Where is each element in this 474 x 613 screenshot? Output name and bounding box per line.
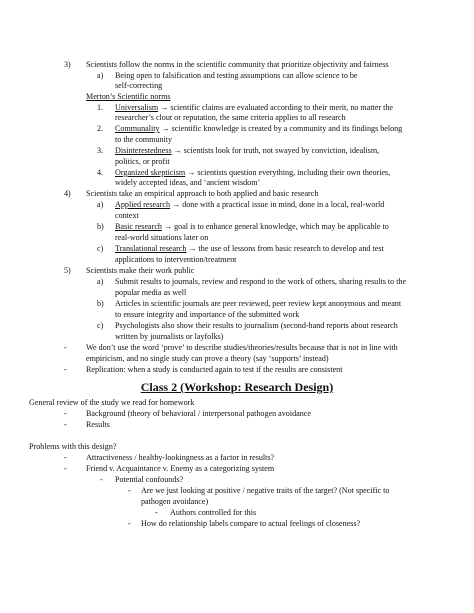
list-item-text: real-world situations later on xyxy=(115,233,209,242)
research-definition: → done with a practical issue in mind, done in a local, real-world xyxy=(170,200,385,209)
paragraph-text: Problems with this design? xyxy=(29,442,117,451)
list-item-text xyxy=(115,168,390,179)
bullet-dash: - xyxy=(155,508,158,517)
bullet-dash: - xyxy=(64,420,67,429)
list-number: 4) xyxy=(64,189,71,198)
norm-term: Organized skepticism xyxy=(115,168,186,177)
list-item-text: to ensure integrity and importance of the submitted work xyxy=(115,310,300,319)
list-item-text: Articles in scientific journals are peer reviewed, peer review kept anonymous and meant xyxy=(115,299,402,308)
list-item-text: researcher’s clout or reputation, the same criteria applies to all research xyxy=(115,113,346,122)
list-letter: a) xyxy=(97,200,104,209)
research-term: Applied research xyxy=(115,200,171,209)
list-letter: a) xyxy=(97,277,104,286)
list-item-text: Scientists make their work public xyxy=(86,266,195,275)
list-item-text: written by journalists or layfolks) xyxy=(115,332,224,341)
list-item-text xyxy=(115,200,384,211)
list-item-text xyxy=(115,244,384,255)
bullet-text: pathogen avoidance) xyxy=(141,497,209,506)
list-item-text xyxy=(115,222,389,233)
norm-term: Disinterestedness xyxy=(115,146,172,155)
list-item-text: Submit results to journals, review and respond to the work of others, sharing results to the xyxy=(115,277,407,286)
list-item-text: self-correcting xyxy=(115,81,163,90)
norm-definition: → scientific knowledge is created by a community and its findings belong xyxy=(159,124,403,133)
section-title xyxy=(0,380,474,394)
norm-definition: → scientists look for truth, not swayed by conviction, idealism, xyxy=(171,146,380,155)
bullet-text: Are we just looking at positive / negative traits of the target? (Not specific to xyxy=(141,486,390,495)
list-number: 2. xyxy=(97,124,104,133)
bullet-dash: - xyxy=(64,453,67,462)
list-item-text: Scientists take an empirical approach to both applied and basic research xyxy=(86,189,319,198)
bullet-dash: - xyxy=(128,486,131,495)
section-title-text: Class 2 (Workshop: Research Design) xyxy=(140,380,334,394)
research-definition: → the use of lessons from basic research to develop and test xyxy=(186,244,384,253)
norm-definition: → scientific claims are evaluated according to their merit, no matter the xyxy=(158,103,394,112)
bullet-dash: - xyxy=(100,475,103,484)
list-item-text: applications to intervention/treatment xyxy=(115,255,237,264)
list-number: 3. xyxy=(97,146,104,155)
list-letter: a) xyxy=(97,71,104,80)
bullet-text: Attractiveness / healthy-lookingness as a factor in results? xyxy=(86,453,275,462)
norm-term: Communality xyxy=(115,124,160,133)
list-item-text: widely accepted ideas, and ‘ancient wisdom’ xyxy=(115,178,261,187)
note-text: Replication: when a study is conducted again to test if the results are consistent xyxy=(86,365,343,374)
bullet-text: Results xyxy=(86,420,110,429)
paragraph-text: General review of the study we read for homework xyxy=(29,398,195,407)
bullet-dash: - xyxy=(128,519,131,528)
bullet-text: Background (theory of behavioral / interpersonal pathogen avoidance xyxy=(86,409,311,418)
bullet-dash: - xyxy=(64,343,67,352)
bullet-dash: - xyxy=(64,365,67,374)
list-item-text: popular media as well xyxy=(115,288,187,297)
research-term: Basic research xyxy=(115,222,162,231)
research-definition: → goal is to enhance general knowledge, which may be applicable to xyxy=(161,222,389,231)
list-item-text: Scientists follow the norms in the scientific community that prioritize objectivity and fairness xyxy=(86,60,389,69)
list-item-text: to the community xyxy=(115,135,173,144)
list-item-text xyxy=(115,124,402,135)
bullet-text: Authors controlled for this xyxy=(170,508,257,517)
list-item-text: politics, or profit xyxy=(115,157,170,166)
list-number: 3) xyxy=(64,60,71,69)
bullet-dash: - xyxy=(64,464,67,473)
list-item-text: Psychologists also show their results to journalism (second-hand reports about research xyxy=(115,321,398,330)
list-number: 5) xyxy=(64,266,71,275)
research-term: Translational research xyxy=(115,244,187,253)
list-letter: b) xyxy=(97,299,104,308)
section-subheading: Merton’s Scientific norms xyxy=(86,92,171,101)
bullet-text: How do relationship labels compare to actual feelings of closeness? xyxy=(141,519,361,528)
norm-definition: → scientists question everything, including their own theories, xyxy=(185,168,391,177)
list-item-text xyxy=(115,103,393,114)
list-item-text: Being open to falsification and testing assumptions can allow science to be xyxy=(115,71,358,80)
note-text: empiricism, and no single study can prove a theory (say ‘supports’ instead) xyxy=(86,354,329,363)
list-item-text xyxy=(115,146,379,157)
list-letter: c) xyxy=(97,321,104,330)
list-letter: c) xyxy=(97,244,104,253)
list-letter: b) xyxy=(97,222,104,231)
list-number: 1. xyxy=(97,103,104,112)
norm-term: Universalism xyxy=(115,103,159,112)
bullet-dash: - xyxy=(64,409,67,418)
note-text: We don’t use the word ‘prove’ to describe studies/theories/results because that is not in line with xyxy=(86,343,398,352)
list-number: 4. xyxy=(97,168,104,177)
bullet-text: Potential confounds? xyxy=(115,475,184,484)
bullet-text: Friend v. Acquaintance v. Enemy as a categorizing system xyxy=(86,464,275,473)
list-item-text: context xyxy=(115,211,139,220)
